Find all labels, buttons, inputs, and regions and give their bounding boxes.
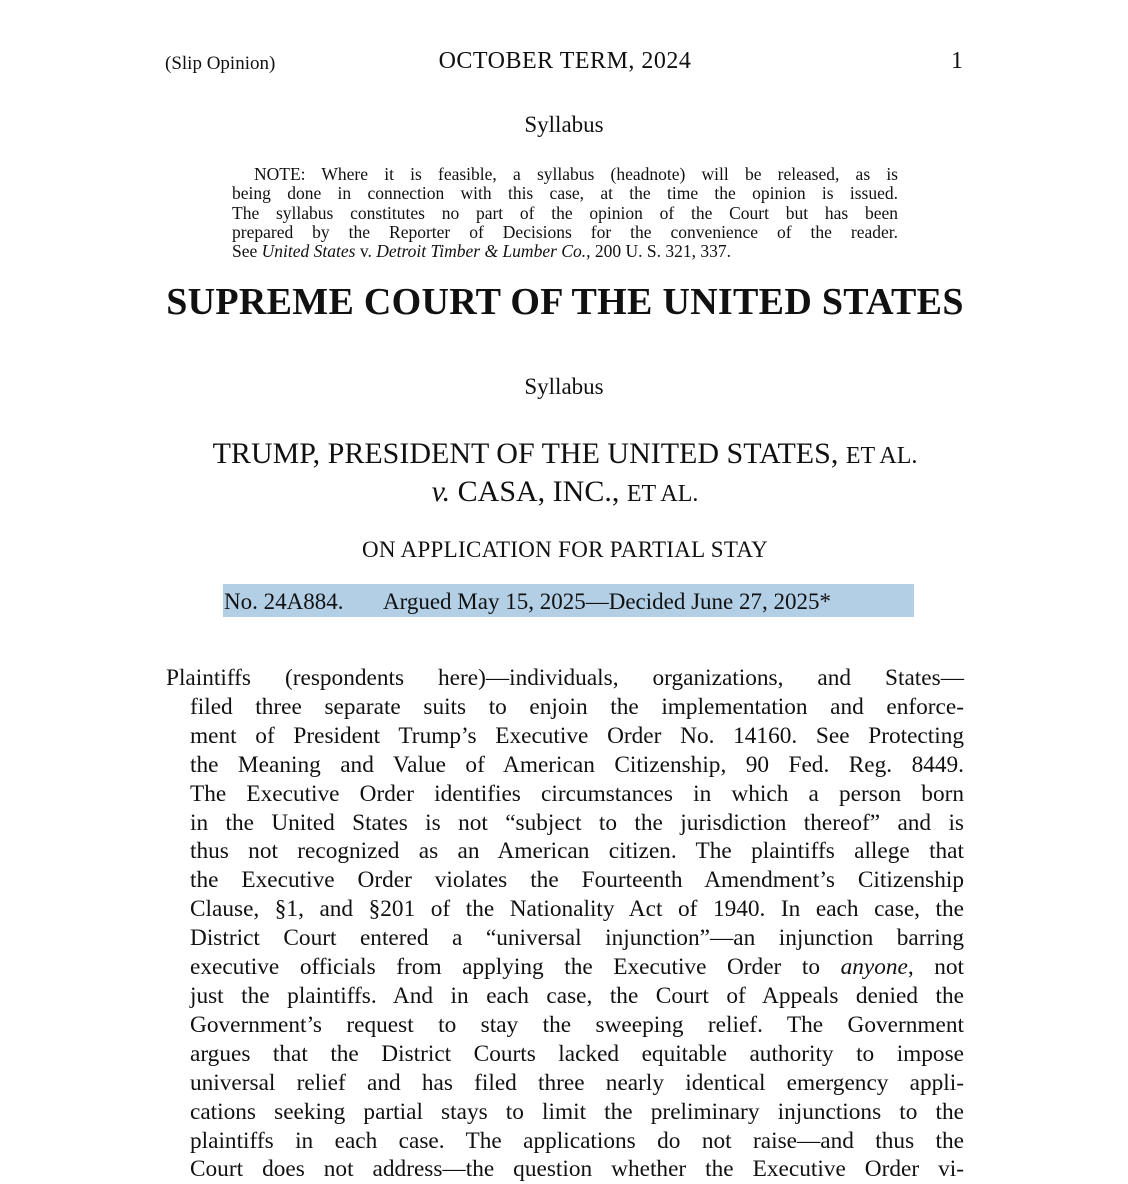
body-line: Court does not address—the question whether the Executive Order vi- (190, 1156, 964, 1183)
body-line: the Executive Order violates the Fourteenth Amendment’s Citizenship (190, 867, 964, 894)
note-line: prepared by the Reporter of Decisions for the convenience of the reader. (232, 221, 898, 242)
body-line: in the United States is not “subject to the jurisdiction thereof” and is (190, 809, 964, 836)
body-line: argues that the District Courts lacked equitable authority to impose (190, 1040, 964, 1067)
reporter-note (232, 165, 898, 261)
docket-number: No. 24A884. (224, 589, 344, 614)
slip-opinion-label: (Slip Opinion) (165, 53, 276, 74)
body-line: Government’s request to stay the sweeping relief. The Government (190, 1011, 964, 1038)
argued-decided-dates: Argued May 15, 2025—Decided June 27, 2025* (383, 589, 832, 614)
note-line: The syllabus constitutes no part of the opinion of the Court but has been (232, 202, 898, 223)
versus: v. (431, 475, 451, 508)
body-line: plaintiffs in each case. The applications do not raise—and thus the (190, 1127, 964, 1154)
respondent: CASA, INC., (457, 475, 620, 508)
term-label: OCTOBER TERM, 2024 (438, 48, 692, 74)
note-case-b: Detroit Timber & Lumber Co., (376, 241, 591, 262)
body-line: ment of President Trump’s Executive Order No. 14160. See Protecting (190, 722, 964, 749)
note-line: NOTE: Where it is feasible, a syllabus (headnote) will be released, as is (254, 164, 898, 184)
court-name: SUPREME COURT OF THE UNITED STATES (166, 281, 964, 323)
note-line: being done in connection with this case, at the time the opinion is issued. (232, 183, 898, 204)
body-line-anyone (166, 953, 964, 982)
body-line: Clause, §1, and §201 of the Nationality Act of 1940. In each case, the (190, 896, 964, 923)
syllabus-body (166, 664, 964, 1184)
respondent-line (165, 474, 965, 512)
body-line: the Meaning and Value of American Citizenship, 90 Fed. Reg. 8449. (190, 751, 964, 778)
body-line: District Court entered a “universal injunction”—an injunction barring (190, 925, 964, 952)
syllabus-heading: Syllabus (524, 112, 604, 137)
note-case-a: United States (261, 241, 356, 262)
emphasis-anyone: anyone (840, 954, 908, 981)
petitioner-etal: ET AL. (845, 443, 918, 469)
body-line11-post: , not (907, 954, 965, 981)
docket-line-selected[interactable] (223, 584, 914, 617)
note-versus: v. (355, 241, 377, 262)
body-line: just the plaintiffs. And in each case, the Court of Appeals denied the (190, 982, 964, 1009)
running-header (165, 48, 965, 78)
respondent-etal: ET AL. (626, 481, 699, 507)
note-see: See (232, 241, 262, 262)
page-number: 1 (951, 48, 963, 74)
petitioner: TRUMP, PRESIDENT OF THE UNITED STATES, (212, 437, 839, 470)
application-heading: ON APPLICATION FOR PARTIAL STAY (361, 537, 769, 562)
petitioner-line (165, 436, 965, 474)
body-line: universal relief and has filed three nearly identical emergency appli- (190, 1069, 964, 1096)
body-line: filed three separate suits to enjoin the implementation and enforce- (190, 693, 964, 720)
syllabus-heading-2: Syllabus (524, 374, 604, 399)
body-line: thus not recognized as an American citizen. The plaintiffs allege that (190, 838, 964, 865)
body-line: cations seeking partial stays to limit the preliminary injunctions to the (190, 1098, 964, 1125)
note-citation: 200 U. S. 321, 337. (590, 241, 731, 262)
body-line: The Executive Order identifies circumstances in which a person born (190, 780, 964, 807)
case-caption (165, 436, 965, 512)
note-citation-line (232, 242, 898, 261)
body-line11-pre: executive officials from applying the Executive Order to (190, 954, 841, 981)
body-line: Plaintiffs (respondents here)—individuals, organizations, and States— (166, 665, 964, 691)
